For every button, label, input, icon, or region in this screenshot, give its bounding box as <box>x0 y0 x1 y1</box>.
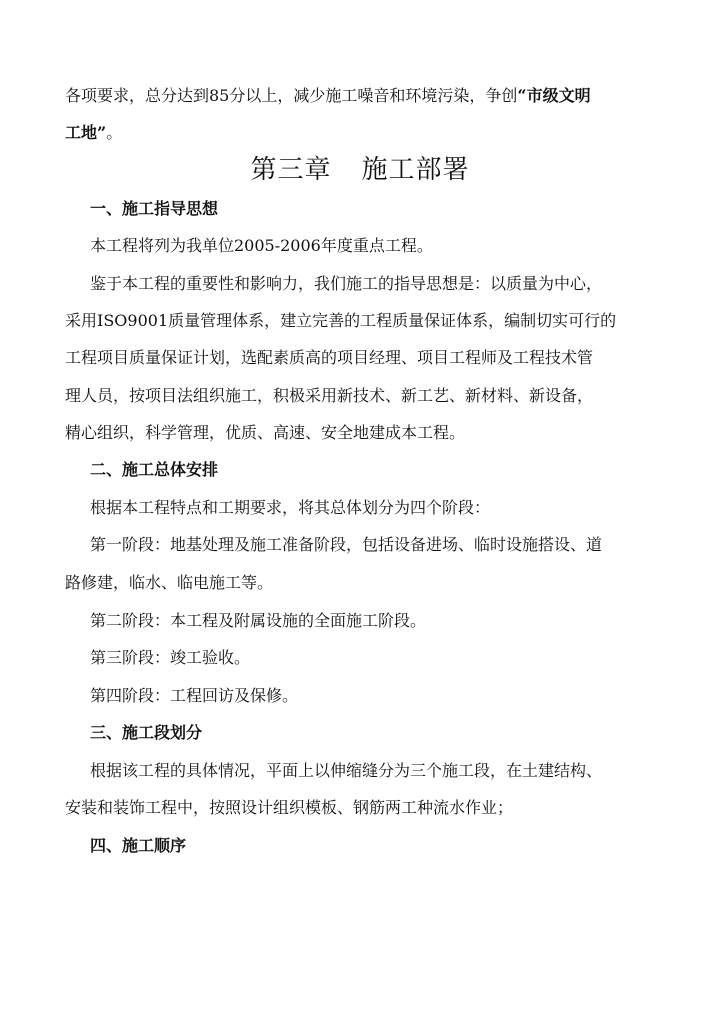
intro-line-1 <box>65 86 665 106</box>
paragraph-line: 鉴于本工程的重要性和影响力，我们施工的指导思想是：以质量为中心， <box>90 274 603 293</box>
paragraph-line: 理人员，按项目法组织施工，积极采用新技术、新工艺、新材料、新设备， <box>65 386 594 405</box>
paragraph-line: 第一阶段：地基处理及施工准备阶段，包括设备进场、临时设施搭设、道 <box>90 535 603 554</box>
intro-text-end: 。 <box>106 123 123 142</box>
paragraph-line: 安装和装饰工程中，按照设计组织模板、钢筋两工种流水作业； <box>65 798 514 817</box>
paragraph-line: 路修建，临水、临电施工等。 <box>65 573 274 592</box>
section-heading-2: 二、施工总体安排 <box>90 460 219 479</box>
section-heading-3: 三、施工段划分 <box>90 723 203 742</box>
paragraph-line: 根据本工程特点和工期要求，将其总体划分为四个阶段： <box>90 498 491 517</box>
intro-text: 各项要求，总分达到85分以上，减少施工噪音和环境污染，争创 <box>65 86 518 105</box>
intro-line-2 <box>65 123 665 143</box>
intro-bold-text: “市级文明 <box>517 86 591 105</box>
paragraph-line: 本工程将列为我单位2005-2006年度重点工程。 <box>90 236 433 255</box>
paragraph-line: 工程项目质量保证计划，选配素质高的项目经理、项目工程师及工程技术管 <box>65 348 594 367</box>
paragraph-line: 第四阶段：工程回访及保修。 <box>90 686 299 705</box>
paragraph-line: 第二阶段：本工程及附属设施的全面施工阶段。 <box>90 611 427 630</box>
chapter-number: 第三章 <box>250 155 332 185</box>
paragraph-line: 精心组织，科学管理，优质、高速、安全地建成本工程。 <box>65 423 466 442</box>
section-heading-4: 四、施工顺序 <box>90 836 187 855</box>
paragraph-line: 第三阶段：竣工验收。 <box>90 648 251 667</box>
section-heading-1: 一、施工指导思想 <box>90 199 219 218</box>
paragraph-line: 根据该工程的具体情况，平面上以伸缩缝分为三个施工段，在土建结构、 <box>90 761 603 780</box>
chapter-name: 施工部署 <box>361 155 470 185</box>
intro-bold-text-cont: 工地” <box>65 123 107 142</box>
paragraph-line: 采用ISO9001质量管理体系，建立完善的工程质量保证体系，编制切实可行的 <box>65 311 617 330</box>
chapter-title <box>0 154 720 186</box>
